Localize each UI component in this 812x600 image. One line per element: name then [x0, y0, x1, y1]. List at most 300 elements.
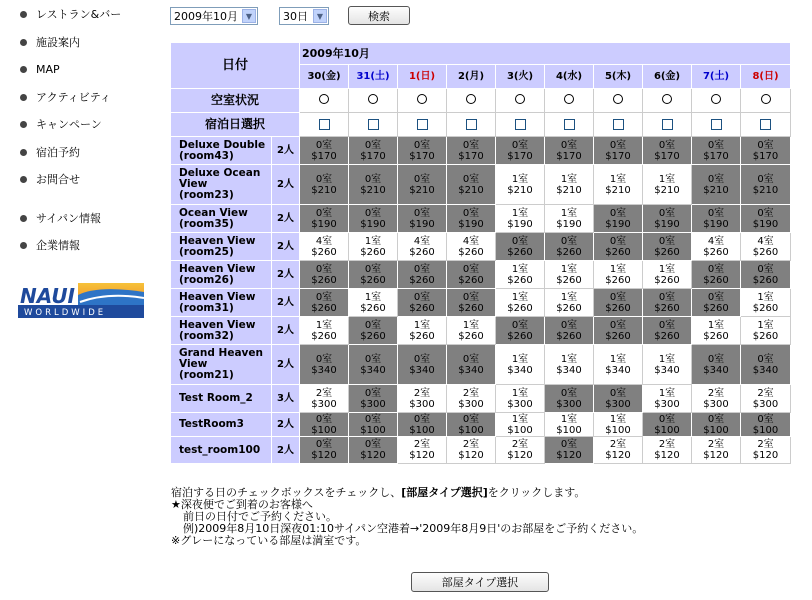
- room-price: $260: [654, 330, 680, 342]
- select-header: 宿泊日選択: [171, 113, 300, 137]
- room-count: 1室: [560, 353, 578, 365]
- room-price: $340: [458, 364, 484, 376]
- room-cell-available: [447, 317, 496, 345]
- room-count: 0室: [560, 235, 578, 247]
- room-price: $340: [409, 364, 435, 376]
- late-arrival-example: 例)2009年8月10日深夜01:10サイパン空港着→'2009年8月9日'のお部屋をご予約ください。: [183, 522, 644, 535]
- room-cell-available: [496, 205, 545, 233]
- room-price: $300: [556, 398, 582, 410]
- room-cell-full: [545, 233, 594, 261]
- naui-logo[interactable]: [18, 280, 146, 320]
- room-name-line: (room43): [179, 149, 234, 162]
- room-count: 0室: [315, 207, 333, 219]
- room-count: 2室: [315, 387, 333, 399]
- room-count: 2室: [707, 387, 725, 399]
- room-row: [171, 413, 791, 437]
- room-cell-available: [496, 413, 545, 437]
- room-price: $300: [507, 398, 533, 410]
- room-price: $260: [654, 302, 680, 314]
- room-count: 2室: [609, 439, 627, 450]
- room-name: [171, 261, 272, 289]
- bullet-icon: [20, 39, 27, 46]
- room-capacity: 2人: [272, 165, 300, 205]
- room-count: 1室: [707, 319, 725, 331]
- room-cell-available: [545, 165, 594, 205]
- room-price: $260: [605, 302, 631, 314]
- room-count: 1室: [658, 387, 676, 399]
- month-header: 2009年10月: [300, 43, 791, 65]
- stay-date-checkbox[interactable]: [711, 119, 722, 130]
- room-count: 1室: [511, 173, 529, 185]
- vacancy-cell: [300, 89, 349, 113]
- room-name: [171, 289, 272, 317]
- room-price: $260: [605, 246, 631, 258]
- room-price: $210: [654, 184, 680, 196]
- room-count: 4室: [462, 235, 480, 247]
- vacancy-cell: [447, 89, 496, 113]
- nav-item-label: 宿泊予約: [36, 146, 80, 159]
- room-cell-full: [496, 233, 545, 261]
- room-cell-full: [741, 345, 791, 385]
- room-count: 0室: [757, 263, 774, 275]
- room-cell-full: [398, 261, 447, 289]
- chevron-down-icon: ▼: [313, 9, 327, 23]
- room-count: 1室: [560, 207, 578, 219]
- room-price: $340: [507, 364, 533, 376]
- room-price: $120: [507, 450, 533, 461]
- room-price: $300: [752, 398, 779, 410]
- room-price: $100: [409, 424, 435, 436]
- room-count: 0室: [315, 173, 333, 185]
- room-cell-full: [349, 261, 398, 289]
- room-cell-full: [643, 413, 692, 437]
- logo-text: NAUI: [20, 284, 75, 308]
- room-cell-full: [349, 137, 398, 165]
- room-cell-full: [447, 345, 496, 385]
- room-cell-full: [692, 413, 741, 437]
- room-cell-available: [643, 165, 692, 205]
- room-price: $260: [507, 246, 533, 258]
- room-cell-full: [398, 413, 447, 437]
- nav-item-activity[interactable]: [20, 89, 111, 105]
- room-cell-full: [594, 137, 643, 165]
- room-count: 1室: [511, 291, 529, 303]
- room-count: 0室: [609, 207, 627, 219]
- room-count: 0室: [658, 139, 676, 151]
- vacancy-header: 空室状況: [171, 89, 300, 113]
- select-room-type-button[interactable]: 部屋タイプ選択: [411, 572, 549, 592]
- nav-item-saipan-info[interactable]: [20, 210, 101, 226]
- room-count: 0室: [658, 207, 676, 219]
- room-cell-available: [643, 437, 692, 464]
- stay-date-checkbox[interactable]: [319, 119, 330, 130]
- nav-item-map[interactable]: [20, 61, 60, 77]
- availability-table: [170, 42, 791, 464]
- room-cell-full: [643, 289, 692, 317]
- room-count: 1室: [609, 413, 627, 425]
- room-count: 0室: [707, 413, 725, 425]
- room-capacity: 2人: [272, 205, 300, 233]
- nav-item-label: 企業情報: [36, 239, 80, 252]
- day-header: 8(日): [741, 65, 791, 89]
- room-capacity: 2人: [272, 413, 300, 437]
- room-name-line: Heaven View: [179, 262, 256, 275]
- room-price: $100: [556, 424, 582, 436]
- room-cell-full: [349, 437, 398, 464]
- room-price: $260: [605, 330, 631, 342]
- room-count: 1室: [658, 353, 676, 365]
- room-count: 0室: [609, 235, 627, 247]
- room-price: $170: [605, 150, 631, 162]
- stay-date-checkbox[interactable]: [662, 119, 673, 130]
- room-cell-full: [398, 165, 447, 205]
- stay-date-checkbox[interactable]: [760, 119, 771, 130]
- room-count: 0室: [560, 319, 578, 331]
- room-cell-full: [300, 261, 349, 289]
- room-price: $120: [409, 450, 435, 461]
- room-count: 0室: [364, 319, 382, 331]
- room-price: $100: [458, 424, 484, 436]
- room-price: $260: [311, 274, 337, 286]
- nav-item-reservation[interactable]: [20, 144, 80, 160]
- room-price: $260: [752, 330, 779, 342]
- room-name: [171, 233, 272, 261]
- room-price: $260: [458, 302, 484, 314]
- room-cell-full: [300, 205, 349, 233]
- room-count: 0室: [757, 207, 774, 219]
- room-price: $260: [311, 302, 337, 314]
- room-name-line: (room35): [179, 217, 234, 230]
- room-cell-full: [447, 261, 496, 289]
- room-count: 0室: [315, 439, 333, 450]
- bullet-icon: [20, 66, 27, 73]
- room-price: $210: [703, 184, 729, 196]
- vacancy-cell: [398, 89, 447, 113]
- room-name-line: Deluxe Ocean: [179, 167, 261, 179]
- bullet-icon: [20, 242, 27, 249]
- select-cell: [643, 113, 692, 137]
- stay-date-checkbox[interactable]: [613, 119, 624, 130]
- room-count: 1室: [757, 319, 774, 331]
- day-header: 31(土): [349, 65, 398, 89]
- room-cell-full: [692, 205, 741, 233]
- room-price: $260: [409, 246, 435, 258]
- room-price: $260: [360, 274, 386, 286]
- room-name: [171, 413, 272, 437]
- room-price: $210: [311, 184, 337, 196]
- room-capacity: 2人: [272, 233, 300, 261]
- bullet-icon: [20, 149, 27, 156]
- stay-date-checkbox[interactable]: [466, 119, 477, 130]
- room-count: 0室: [315, 139, 333, 151]
- room-price: $260: [360, 302, 386, 314]
- date-header: 日付: [171, 43, 300, 89]
- room-price: $340: [605, 364, 631, 376]
- room-cell-available: [496, 289, 545, 317]
- room-cell-full: [741, 413, 791, 437]
- room-count: 0室: [658, 319, 676, 331]
- room-count: 0室: [462, 139, 480, 151]
- room-price: $170: [360, 150, 386, 162]
- room-cell-full: [447, 205, 496, 233]
- room-cell-available: [447, 437, 496, 464]
- late-arrival-instruction: 前日の日付でご予約ください。: [183, 510, 337, 523]
- room-count: 0室: [364, 173, 382, 185]
- room-cell-available: [692, 233, 741, 261]
- nav-item-restaurant[interactable]: [20, 6, 121, 22]
- room-count: 0室: [560, 387, 578, 399]
- room-cell-full: [692, 165, 741, 205]
- room-cell-full: [447, 289, 496, 317]
- vacancy-cell: [545, 89, 594, 113]
- room-count: 0室: [707, 139, 725, 151]
- room-cell-available: [496, 385, 545, 413]
- room-price: $260: [458, 330, 484, 342]
- room-name-line: (room23): [179, 189, 234, 201]
- room-price: $340: [654, 364, 680, 376]
- room-cell-full: [349, 385, 398, 413]
- room-price: $170: [752, 150, 779, 162]
- room-row: [171, 289, 791, 317]
- stay-date-checkbox[interactable]: [564, 119, 575, 130]
- room-price: $260: [703, 246, 729, 258]
- room-name-line: Heaven View: [179, 234, 256, 247]
- instruction-line: 宿泊する日のチェックボックスをチェックし、[部屋タイプ選択]をクリックします。: [171, 486, 586, 499]
- day-select[interactable]: [279, 7, 329, 25]
- select-cell: [692, 113, 741, 137]
- instructions: [171, 487, 643, 547]
- room-price: $340: [752, 364, 779, 376]
- room-name: [171, 317, 272, 345]
- month-row: [171, 43, 791, 65]
- month-select[interactable]: [170, 7, 258, 25]
- room-price: $170: [703, 150, 729, 162]
- room-name-line: Ocean View: [179, 206, 248, 219]
- room-count: 0室: [609, 139, 627, 151]
- day-select-value: 30日: [283, 10, 308, 23]
- stay-date-checkbox[interactable]: [515, 119, 526, 130]
- room-count: 0室: [609, 291, 627, 303]
- room-price: $260: [752, 302, 779, 314]
- room-price: $190: [654, 218, 680, 230]
- room-cell-available: [594, 345, 643, 385]
- room-count: 0室: [511, 319, 529, 331]
- room-price: $260: [311, 330, 337, 342]
- select-cell: [545, 113, 594, 137]
- room-cell-available: [692, 317, 741, 345]
- room-name-line: Heaven View: [179, 318, 256, 331]
- room-capacity: 2人: [272, 437, 300, 464]
- room-row: [171, 233, 791, 261]
- room-count: 0室: [462, 263, 480, 275]
- vacancy-available-icon: [711, 94, 721, 104]
- room-cell-full: [496, 137, 545, 165]
- nav-item-contact[interactable]: [20, 171, 80, 187]
- room-price: $300: [409, 398, 435, 410]
- room-count: 1室: [757, 291, 774, 303]
- room-price: $120: [556, 450, 582, 461]
- room-count: 1室: [609, 173, 627, 185]
- room-count: 0室: [707, 263, 725, 275]
- room-price: $170: [507, 150, 533, 162]
- room-row: [171, 165, 791, 205]
- room-price: $120: [654, 450, 680, 461]
- nav-item-facilities[interactable]: [20, 34, 80, 50]
- room-cell-full: [741, 165, 791, 205]
- room-price: $170: [311, 150, 337, 162]
- select-cell: [496, 113, 545, 137]
- room-cell-full: [594, 317, 643, 345]
- room-price: $260: [556, 274, 582, 286]
- room-cell-full: [398, 345, 447, 385]
- room-cell-full: [398, 205, 447, 233]
- room-name-line: (room26): [179, 273, 234, 286]
- room-cell-full: [545, 385, 594, 413]
- room-count: 1室: [511, 263, 529, 275]
- room-price: $300: [654, 398, 680, 410]
- room-cell-available: [545, 289, 594, 317]
- room-price: $190: [458, 218, 484, 230]
- room-count: 4室: [413, 235, 431, 247]
- bullet-icon: [20, 121, 27, 128]
- room-capacity: 2人: [272, 317, 300, 345]
- room-count: 1室: [511, 387, 529, 399]
- room-cell-full: [692, 137, 741, 165]
- room-cell-available: [398, 317, 447, 345]
- nav-item-label: お問合せ: [36, 173, 80, 186]
- room-price: $260: [654, 246, 680, 258]
- select-cell: [447, 113, 496, 137]
- room-cell-available: [545, 413, 594, 437]
- room-price: $190: [605, 218, 631, 230]
- room-count: 1室: [511, 413, 529, 425]
- room-price: $210: [556, 184, 582, 196]
- room-count: 0室: [511, 235, 529, 247]
- room-price: $210: [458, 184, 484, 196]
- room-name: [171, 437, 272, 464]
- room-cell-full: [545, 317, 594, 345]
- room-count: 0室: [609, 319, 627, 331]
- vacancy-cell: [692, 89, 741, 113]
- bullet-icon: [20, 94, 27, 101]
- room-count: 0室: [609, 387, 627, 399]
- room-count: 0室: [462, 413, 480, 425]
- room-price: $260: [409, 302, 435, 314]
- room-cell-full: [692, 289, 741, 317]
- room-price: $340: [360, 364, 386, 376]
- room-count: 0室: [511, 139, 529, 151]
- room-count: 0室: [413, 207, 431, 219]
- room-cell-available: [741, 385, 791, 413]
- room-row: [171, 137, 791, 165]
- room-count: 4室: [707, 235, 725, 247]
- room-count: 1室: [364, 235, 382, 247]
- room-name: [171, 385, 272, 413]
- room-price: $260: [654, 274, 680, 286]
- room-cell-available: [643, 385, 692, 413]
- room-count: 2室: [757, 387, 774, 399]
- room-cell-available: [398, 437, 447, 464]
- room-count: 0室: [413, 139, 431, 151]
- room-price: $100: [752, 424, 779, 436]
- room-count: 0室: [413, 263, 431, 275]
- room-cell-full: [447, 165, 496, 205]
- room-price: $260: [752, 246, 779, 258]
- room-cell-full: [300, 165, 349, 205]
- room-count: 1室: [511, 207, 529, 219]
- room-price: $300: [703, 398, 729, 410]
- room-count: 0室: [413, 413, 431, 425]
- room-count: 0室: [315, 353, 333, 365]
- room-count: 1室: [560, 263, 578, 275]
- stay-date-checkbox[interactable]: [368, 119, 379, 130]
- room-name: [171, 137, 272, 165]
- room-count: 2室: [511, 439, 529, 450]
- room-name-line: Test Room_2: [179, 392, 253, 404]
- room-cell-full: [594, 289, 643, 317]
- room-cell-full: [447, 413, 496, 437]
- room-name: [171, 345, 272, 385]
- room-count: 0室: [462, 291, 480, 303]
- vacancy-available-icon: [466, 94, 476, 104]
- room-count: 2室: [462, 387, 480, 399]
- stay-date-checkbox[interactable]: [417, 119, 428, 130]
- room-price: $190: [360, 218, 386, 230]
- room-cell-available: [496, 437, 545, 464]
- room-row: [171, 437, 791, 464]
- room-count: 0室: [364, 139, 382, 151]
- room-cell-full: [741, 137, 791, 165]
- vacancy-cell: [594, 89, 643, 113]
- search-button[interactable]: 検索: [348, 6, 410, 25]
- room-cell-full: [545, 437, 594, 464]
- room-price: $300: [311, 398, 337, 410]
- room-cell-available: [349, 233, 398, 261]
- room-name-line: (room25): [179, 245, 234, 258]
- room-count: 0室: [757, 173, 774, 185]
- nav-item-company-info[interactable]: [20, 237, 80, 253]
- room-count: 0室: [707, 353, 725, 365]
- room-price: $260: [703, 330, 729, 342]
- room-price: $170: [409, 150, 435, 162]
- room-count: 2室: [658, 439, 676, 450]
- day-header: 3(火): [496, 65, 545, 89]
- room-count: 2室: [413, 387, 431, 399]
- room-price: $210: [752, 184, 779, 196]
- room-cell-full: [594, 233, 643, 261]
- room-cell-full: [300, 345, 349, 385]
- room-price: $100: [605, 424, 631, 436]
- room-count: 1室: [609, 263, 627, 275]
- room-price: $120: [360, 450, 386, 461]
- room-price: $170: [458, 150, 484, 162]
- room-price: $260: [605, 274, 631, 286]
- vacancy-available-icon: [564, 94, 574, 104]
- room-price: $100: [654, 424, 680, 436]
- room-price: $260: [556, 330, 582, 342]
- room-cell-available: [741, 437, 791, 464]
- room-cell-full: [496, 317, 545, 345]
- room-cell-available: [349, 289, 398, 317]
- room-count: 0室: [462, 173, 480, 185]
- room-count: 0室: [707, 291, 725, 303]
- vacancy-available-icon: [613, 94, 623, 104]
- room-price: $100: [703, 424, 729, 436]
- room-cell-full: [300, 413, 349, 437]
- room-price: $260: [360, 330, 386, 342]
- room-count: 0室: [364, 439, 382, 450]
- nav-item-campaign[interactable]: [20, 116, 102, 132]
